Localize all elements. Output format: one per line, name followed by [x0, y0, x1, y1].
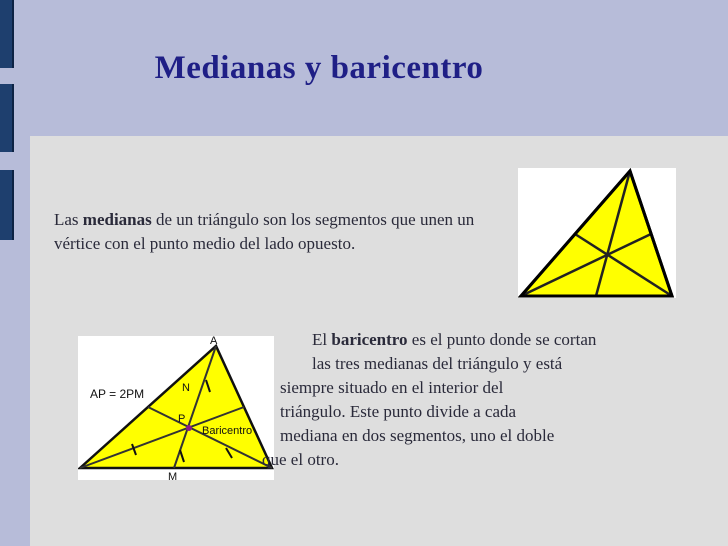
slide-title: Medianas y baricentro [154, 50, 484, 86]
point-m-label: M [168, 471, 178, 480]
medians-triangle-figure [518, 168, 676, 298]
side-bar-middle [0, 84, 14, 152]
ap-ratio-label: AP = 2PM [90, 387, 145, 401]
baricentro-line-2: las tres medianas del triángulo y está [312, 354, 563, 373]
baricentro-paragraph [262, 328, 692, 472]
point-n-label: N [182, 382, 190, 394]
baricentro-line-6: que el otro. [262, 450, 339, 469]
baricentro-term: baricentro [331, 330, 408, 349]
point-p-label: P [178, 413, 186, 425]
side-bar-bottom [0, 170, 14, 240]
vertex-a-label: A [210, 336, 218, 347]
baricentro-line-5: mediana en dos segmentos, uno el doble [280, 426, 555, 445]
medianas-term: medianas [82, 210, 152, 229]
baricentro-label: Baricentro [202, 425, 253, 437]
medianas-prefix: Las [54, 210, 83, 229]
medianas-paragraph [54, 208, 494, 256]
baricentro-line-4: triángulo. Este punto divide a cada [280, 402, 517, 421]
medianas-definition: de un triángulo son los segmentos que unen un vértice con el punto medio del lado opuesto. [54, 210, 475, 253]
centroid-triangle-figure [78, 336, 274, 480]
baricentro-line-3: siempre situado en el interior del [280, 378, 504, 397]
baricentro-prefix: El [312, 330, 332, 349]
baricentro-line-1 [262, 328, 692, 352]
baricentro-line-1-rest: es el punto donde se cortan [407, 330, 597, 349]
